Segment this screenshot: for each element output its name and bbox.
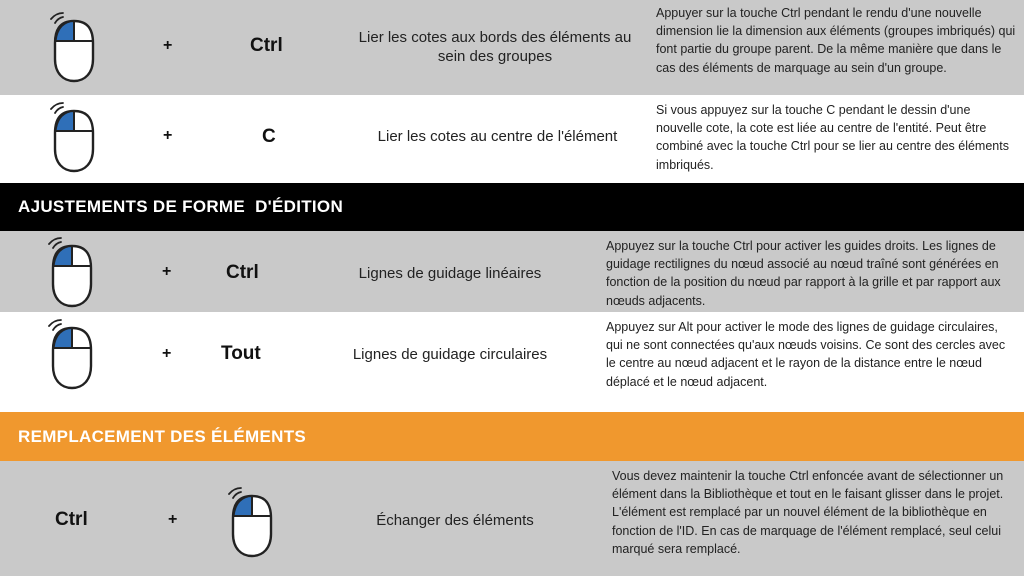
key-label: Tout <box>221 343 261 364</box>
shortcut-row-4 <box>0 312 1024 412</box>
shortcut-row-3 <box>0 231 1024 312</box>
action-label: Lignes de guidage circulaires <box>352 346 548 363</box>
action-description: Vous devez maintenir la touche Ctrl enfoncée avant de sélectionner un élément dans la Bibliothèque et tout en le faisant glisser dans le projet. L'élément est remplacé par un nouvel élément de la bibliothèque en fonction de l'ID. En cas de marquage de l'élément remplacé, seul celui marqué sera remplacé. <box>612 469 1004 556</box>
action-label: Échanger des éléments <box>376 512 534 529</box>
plus-sign: + <box>163 37 173 54</box>
mouse-left-click-icon <box>226 486 278 558</box>
key-label: C <box>262 126 276 147</box>
mouse-left-click-icon <box>48 11 100 83</box>
action-label: Lier les cotes au centre de l'élément <box>377 128 618 145</box>
action-label: Lignes de guidage linéaires <box>358 265 542 282</box>
shortcut-row-2 <box>0 95 1024 183</box>
mouse-left-click-icon <box>46 318 98 390</box>
plus-sign: + <box>162 345 172 362</box>
key-label: Ctrl <box>226 262 259 283</box>
mouse-left-click-icon <box>46 236 98 308</box>
shortcut-row-5 <box>0 461 1024 576</box>
plus-sign: + <box>163 127 173 144</box>
plus-sign: + <box>162 263 172 280</box>
action-description: Appuyez sur Alt pour activer le mode des lignes de guidage circulaires, qui ne sont connectées qu'aux nœuds voisins. Ce sont des cercles avec le centre au nœud adjacent et le rayon de la distance entre le nœud déplacé et le nœud adjacent. <box>606 320 1006 389</box>
key-label: Ctrl <box>55 509 88 530</box>
action-description: Appuyer sur la touche Ctrl pendant le rendu d'une nouvelle dimension lie la dimension aux éléments (groupes imbriqués) qui font partie du groupe parent. De la même manière que dans le cas des éléments de marquage au sein d'un groupe. <box>656 6 1016 75</box>
action-description: Si vous appuyez sur la touche C pendant le dessin d'une nouvelle cote, la cote est liée au centre de l'entité. Peut être combiné avec la touche Ctrl pour se lier au centre des éléments imbriqués. <box>656 103 1009 172</box>
key-label: Ctrl <box>250 35 283 56</box>
plus-sign: + <box>168 511 178 528</box>
section-header-replace-elements <box>0 412 1024 461</box>
section-header-edit-shape <box>0 183 1024 231</box>
action-label: Lier les cotes aux bords des éléments au sein des groupes <box>358 29 632 65</box>
section-title: REMPLACEMENT DES ÉLÉMENTS <box>18 426 307 446</box>
shortcut-row-1 <box>0 0 1024 95</box>
section-title: AJUSTEMENTS DE FORME D'ÉDITION <box>18 197 344 216</box>
action-description: Appuyez sur la touche Ctrl pour activer les guides droits. Les lignes de guidage rectilignes du nœud associé au nœud traîné sont générées en fonction de la position du nœud par rapport à la grille et par rapport aux nœuds adjacents. <box>606 239 1001 308</box>
mouse-left-click-icon <box>48 101 100 173</box>
